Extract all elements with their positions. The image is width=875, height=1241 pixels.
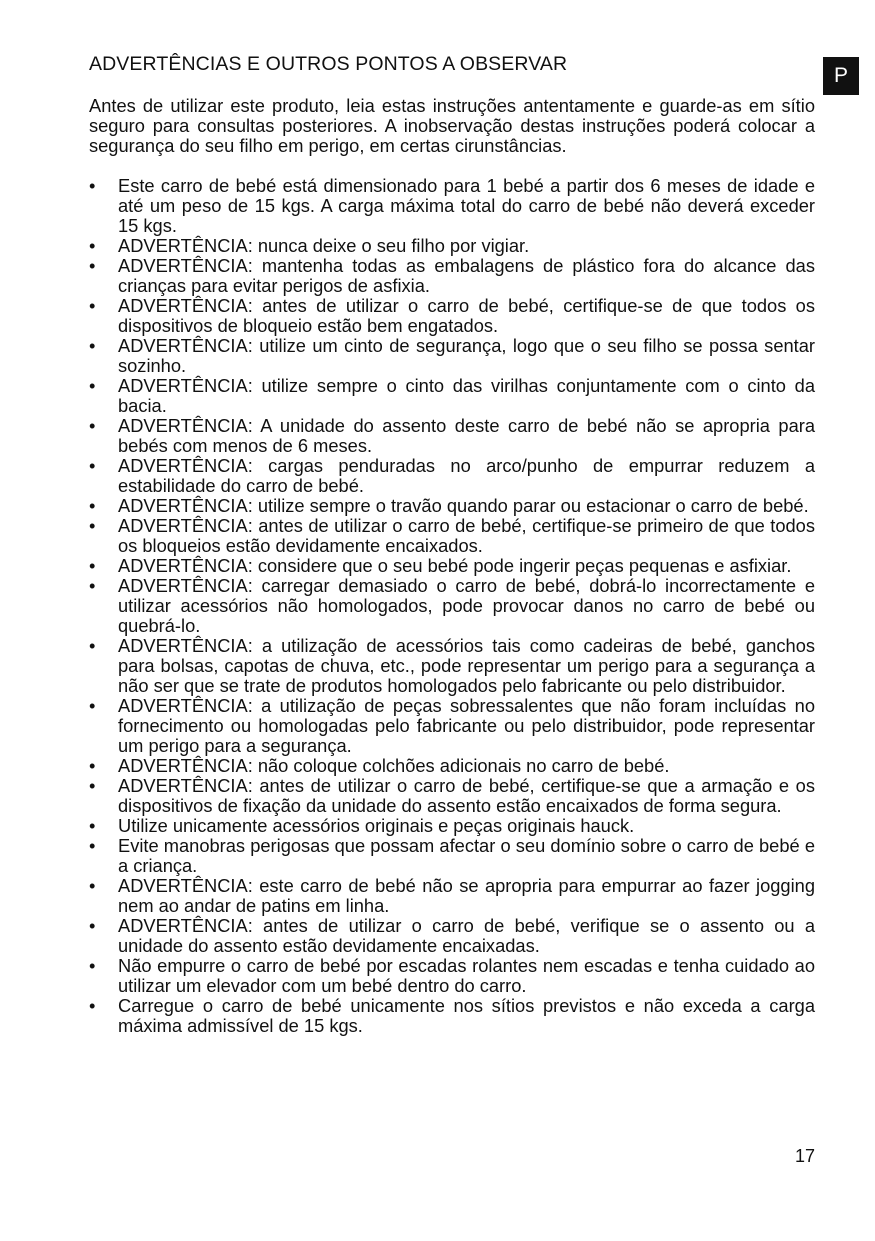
- bullet-icon: •: [89, 415, 96, 436]
- warning-item: [89, 956, 815, 996]
- document-page: [89, 52, 815, 1036]
- bullet-icon: •: [89, 235, 96, 256]
- bullet-icon: •: [89, 495, 96, 516]
- warning-item: [89, 296, 815, 336]
- bullet-icon: •: [89, 635, 96, 656]
- warning-item: [89, 256, 815, 296]
- warning-text: ADVERTÊNCIA: antes de utilizar o carro de bebé, certifique-se primeiro de que todos os bloqueios estão devidamente encaixados.: [118, 515, 815, 556]
- warning-item: [89, 336, 815, 376]
- bullet-icon: •: [89, 455, 96, 476]
- warning-item: [89, 556, 815, 576]
- warning-text: Evite manobras perigosas que possam afectar o seu domínio sobre o carro de bebé e a criança.: [118, 835, 815, 876]
- warning-text: ADVERTÊNCIA: antes de utilizar o carro de bebé, verifique se o assento ou a unidade do assento estão devidamente encaixadas.: [118, 915, 815, 956]
- warning-item: [89, 776, 815, 816]
- warning-text: Utilize unicamente acessórios originais e peças originais hauck.: [118, 815, 635, 836]
- warning-text: ADVERTÊNCIA: mantenha todas as embalagens de plástico fora do alcance das crianças para evitar perigos de asfixia.: [118, 255, 815, 296]
- warnings-list: [89, 176, 815, 1036]
- bullet-icon: •: [89, 335, 96, 356]
- language-tab: P: [823, 57, 859, 95]
- bullet-icon: •: [89, 255, 96, 276]
- bullet-icon: •: [89, 815, 96, 836]
- warning-text: Este carro de bebé está dimensionado para 1 bebé a partir dos 6 meses de idade e até um peso de 15 kgs. A carga máxima total do carro de bebé não deverá exceder 15 kgs.: [118, 175, 815, 236]
- warning-item: [89, 816, 815, 836]
- page-number: 17: [794, 1146, 815, 1166]
- warning-text: ADVERTÊNCIA: a utilização de peças sobressalentes que não foram incluídas no fornecimento ou homologadas pelo fabricante ou pelo distribuidor, pode representar um perigo para a segurança.: [118, 695, 815, 756]
- bullet-icon: •: [89, 575, 96, 596]
- bullet-icon: •: [89, 875, 96, 896]
- bullet-icon: •: [89, 915, 96, 936]
- warning-item: [89, 836, 815, 876]
- warning-text: ADVERTÊNCIA: carregar demasiado o carro de bebé, dobrá-lo incorrectamente e utilizar acessórios não homologados, pode provocar danos no carro de bebé ou quebrá-lo.: [118, 575, 815, 636]
- warning-text: ADVERTÊNCIA: antes de utilizar o carro de bebé, certifique-se que a armação e os dispositivos de fixação da unidade do assento estão encaixados de forma segura.: [118, 775, 815, 816]
- bullet-icon: •: [89, 955, 96, 976]
- warning-item: [89, 876, 815, 916]
- warning-text: ADVERTÊNCIA: nunca deixe o seu filho por vigiar.: [118, 235, 530, 256]
- warning-item: [89, 176, 815, 236]
- warning-text: ADVERTÊNCIA: utilize sempre o cinto das virilhas conjuntamente com o cinto da bacia.: [118, 375, 815, 416]
- warning-item: [89, 236, 815, 256]
- bullet-icon: •: [89, 695, 96, 716]
- warning-text: Não empurre o carro de bebé por escadas rolantes nem escadas e tenha cuidado ao utilizar um elevador com um bebé dentro do carro.: [118, 955, 815, 996]
- intro-paragraph: Antes de utilizar este produto, leia estas instruções antentamente e guarde-as em sítio seguro para consultas posteriores. A inobservação destas instruções poderá colocar a segurança do seu filho em perigo, em certas cirunstâncias.: [89, 95, 815, 156]
- warning-item: [89, 916, 815, 956]
- warning-text: ADVERTÊNCIA: A unidade do assento deste carro de bebé não se apropria para bebés com menos de 6 meses.: [118, 415, 815, 456]
- bullet-icon: •: [89, 375, 96, 396]
- page-title: ADVERTÊNCIAS E OUTROS PONTOS A OBSERVAR: [89, 53, 568, 75]
- warning-text: ADVERTÊNCIA: antes de utilizar o carro de bebé, certifique-se de que todos os dispositivos de bloqueio estão bem engatados.: [118, 295, 815, 336]
- bullet-icon: •: [89, 835, 96, 856]
- warning-item: [89, 996, 815, 1036]
- warning-text: ADVERTÊNCIA: utilize um cinto de segurança, logo que o seu filho se possa sentar sozinho.: [118, 335, 815, 376]
- warning-item: [89, 416, 815, 456]
- warning-item: [89, 576, 815, 636]
- warning-text: ADVERTÊNCIA: cargas penduradas no arco/punho de empurrar reduzem a estabilidade do carro de bebé.: [118, 455, 815, 496]
- warning-text: ADVERTÊNCIA: não coloque colchões adicionais no carro de bebé.: [118, 755, 670, 776]
- bullet-icon: •: [89, 515, 96, 536]
- warning-item: [89, 756, 815, 776]
- bullet-icon: •: [89, 175, 96, 196]
- warning-text: Carregue o carro de bebé unicamente nos sítios previstos e não exceda a carga máxima admissível de 15 kgs.: [118, 995, 815, 1036]
- warning-item: [89, 376, 815, 416]
- warning-item: [89, 496, 815, 516]
- bullet-icon: •: [89, 555, 96, 576]
- warning-item: [89, 516, 815, 556]
- warning-text: ADVERTÊNCIA: utilize sempre o travão quando parar ou estacionar o carro de bebé.: [118, 495, 809, 516]
- warning-text: ADVERTÊNCIA: considere que o seu bebé pode ingerir peças pequenas e asfixiar.: [118, 555, 792, 576]
- warning-item: [89, 456, 815, 496]
- bullet-icon: •: [89, 995, 96, 1016]
- bullet-icon: •: [89, 755, 96, 776]
- bullet-icon: •: [89, 775, 96, 796]
- warning-item: [89, 696, 815, 756]
- bullet-icon: •: [89, 295, 96, 316]
- warning-item: [89, 636, 815, 696]
- warning-text: ADVERTÊNCIA: este carro de bebé não se apropria para empurrar ao fazer jogging nem ao andar de patins em linha.: [118, 875, 815, 916]
- warning-text: ADVERTÊNCIA: a utilização de acessórios tais como cadeiras de bebé, ganchos para bolsas, capotas de chuva, etc., pode representar um perigo para a segurança a não ser que se trate de produtos homologados pelo fabricante ou pelo distribuidor.: [118, 635, 815, 696]
